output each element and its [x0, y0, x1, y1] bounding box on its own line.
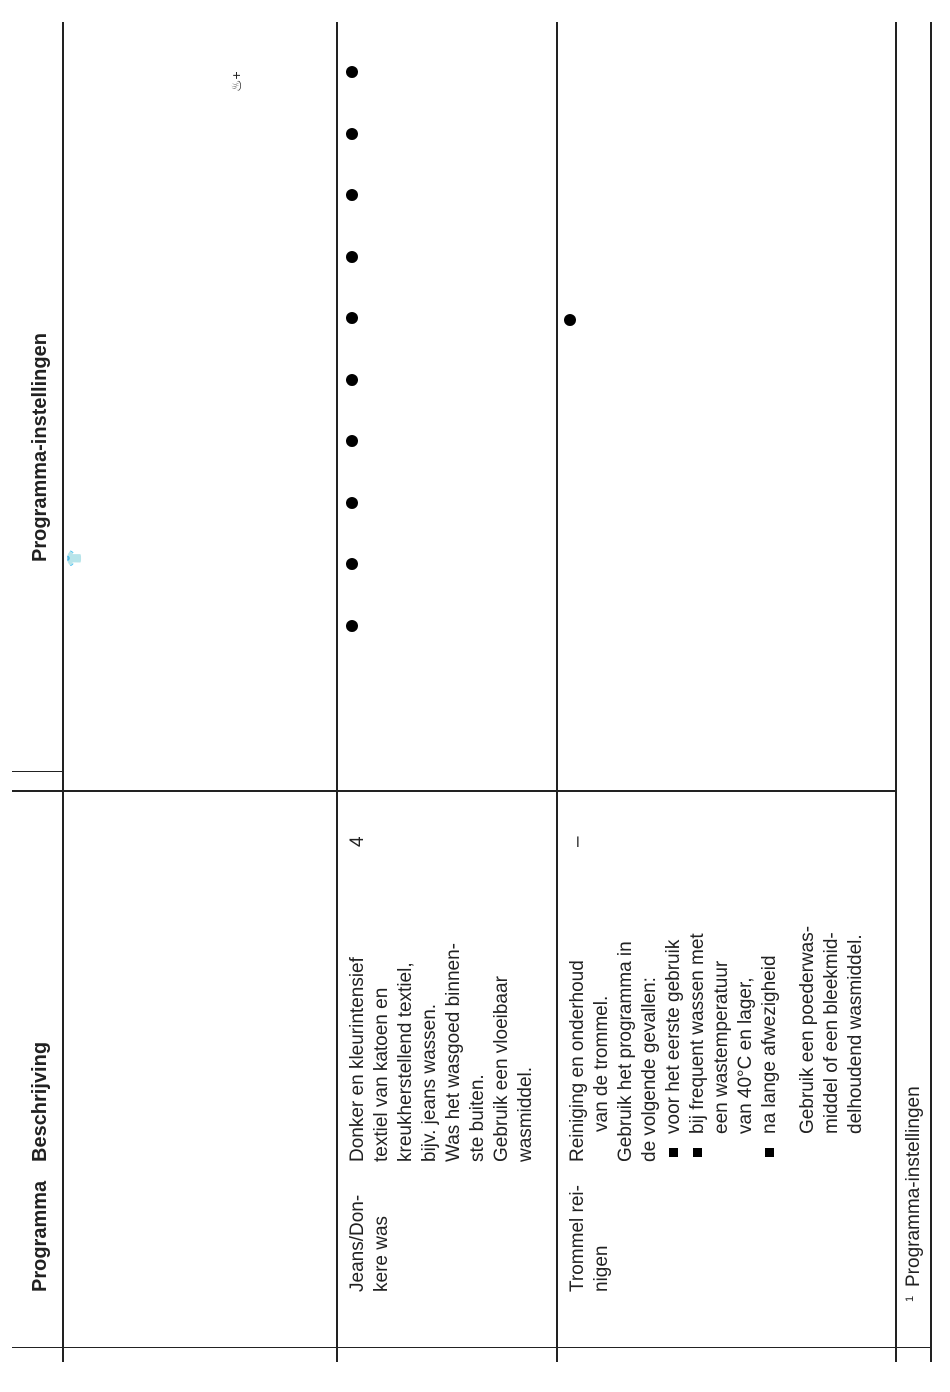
col-divider-settings — [12, 790, 895, 792]
row2-setting-dot — [564, 314, 576, 326]
header-beschrijving: Beschrijving — [29, 1041, 51, 1162]
row2-bullet-2c: van 40°C en lager, — [735, 977, 756, 1134]
header-programma: Programma — [29, 1180, 51, 1292]
row2-tail-1: Gebruik een poederwas- — [797, 925, 818, 1134]
row1-desc-4: bijv. jeans wassen. — [419, 1003, 440, 1162]
row1-setting-dot — [346, 313, 358, 325]
row-divider-2 — [556, 22, 558, 1362]
row2-tail-2: middel of een bleekmid- — [821, 932, 842, 1134]
header-settings: Programma-instellingen — [29, 333, 51, 562]
row2-bullet-3: na lange afwezigheid — [759, 955, 780, 1134]
row1-setting-dot — [346, 374, 358, 386]
row2-desc-3: Gebruik het programma in — [615, 941, 636, 1162]
row1-setting-dot — [346, 251, 358, 263]
footer-rule — [930, 22, 932, 1362]
bottom-rule — [895, 22, 897, 1362]
row2-bullet-1: voor het eerste gebruik — [663, 939, 684, 1134]
row1-setting-dot — [346, 436, 358, 448]
row1-desc-1: Donker en kleurintensief — [347, 957, 368, 1162]
row1-desc-7: Gebruik een vloeibaar — [491, 976, 512, 1162]
row2-desc-1: Reiniging en onderhoud — [567, 960, 588, 1162]
row1-setting-dot — [346, 497, 358, 509]
top-rule — [62, 22, 64, 1362]
row2-bullet-2: bij frequent wassen met — [687, 933, 708, 1134]
row2-value: – — [567, 836, 588, 847]
row1-value: 4 — [347, 836, 368, 847]
bullet-1 — [669, 1148, 678, 1157]
row1-desc-5: Was het wasgoed binnen- — [443, 943, 464, 1162]
row2-name-1: Trommel rei- — [567, 1185, 588, 1292]
row1-setting-dot — [346, 67, 358, 79]
row2-name-2: nigen — [591, 1245, 612, 1292]
row1-setting-dot — [346, 190, 358, 202]
row1-name-2: kere was — [371, 1215, 392, 1292]
row2-tail-3: delhoudend wasmiddel. — [845, 934, 866, 1134]
steam-plus-icon: ♨+ — [228, 71, 244, 92]
row1-desc-6: ste buiten. — [467, 1074, 488, 1162]
row1-setting-dot — [346, 620, 358, 632]
row2-desc-2: van de trommel. — [591, 995, 612, 1132]
row1-desc-2: textiel van katoen en — [371, 987, 392, 1162]
row-divider-1 — [336, 22, 338, 1362]
row1-desc-3: kreukherstellend textiel, — [395, 962, 416, 1162]
row2-bullet-2b: een wastemperatuur — [711, 960, 732, 1134]
bullet-2 — [693, 1148, 702, 1157]
footnote-text: Programma-instellingen — [903, 1086, 924, 1287]
footnote-mark: 1 — [904, 1295, 916, 1302]
row1-setting-dot — [346, 559, 358, 571]
bullet-3 — [765, 1148, 774, 1157]
row1-desc-8: wasmiddel. — [515, 1066, 536, 1162]
shirt-icon: 👕 — [66, 549, 82, 567]
col-divider-settings-2 — [12, 771, 62, 772]
left-edge-rule — [12, 1347, 930, 1348]
row2-desc-4: de volgende gevallen: — [639, 977, 660, 1162]
row1-name-1: Jeans/Don- — [347, 1194, 368, 1292]
row1-setting-dot — [346, 128, 358, 140]
